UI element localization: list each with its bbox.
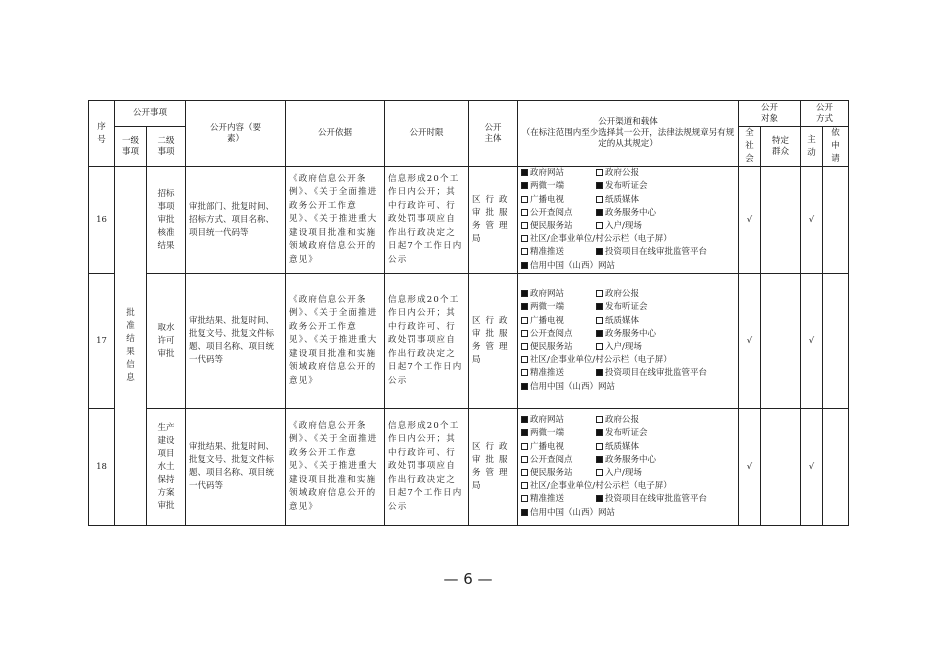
channel-label: 政务服务中心 — [605, 207, 657, 218]
unchecked-box-icon — [521, 443, 528, 450]
unchecked-box-icon — [596, 469, 603, 476]
channel-item — [521, 288, 596, 301]
header-method-active: 主动 — [801, 127, 823, 167]
level2: 招标事项审批核准结果 — [147, 167, 186, 274]
unchecked-box-icon — [521, 456, 528, 463]
channel-item — [521, 367, 596, 380]
unchecked-box-icon — [521, 196, 528, 203]
channel-line — [521, 381, 735, 394]
checked-box-icon — [596, 495, 603, 502]
table-row — [89, 409, 849, 526]
channel-label: 公开查阅点 — [530, 454, 573, 465]
checked-box-icon — [596, 456, 603, 463]
channel-item — [521, 167, 596, 180]
unchecked-box-icon — [521, 330, 528, 337]
channel-item — [521, 507, 615, 520]
channel-item — [596, 220, 642, 233]
channel-line — [521, 354, 735, 367]
channel-line — [521, 246, 735, 259]
checked-box-icon — [521, 182, 528, 189]
disclosure-table — [88, 100, 849, 526]
checked-box-icon — [521, 169, 528, 176]
checked-box-icon — [521, 303, 528, 310]
checked-box-icon — [596, 369, 603, 376]
channel-label: 发布听证会 — [605, 302, 648, 313]
header-seq: 序号 — [89, 101, 115, 167]
header-target-all: 全社会 — [739, 127, 761, 167]
header-subject: 公开主体 — [469, 101, 518, 167]
checked-box-icon — [596, 303, 603, 310]
target-all: √ — [739, 409, 761, 526]
channel-label: 广播电视 — [530, 441, 565, 452]
channel-label: 便民服务站 — [530, 342, 573, 352]
level2: 生产建设项目水土保持方案审批 — [147, 409, 186, 526]
header-method-request: 依申请 — [823, 127, 849, 167]
checked-box-icon — [596, 209, 603, 216]
channel-item — [521, 260, 615, 273]
channel-item — [596, 427, 648, 440]
checked-box-icon — [596, 330, 603, 337]
header-target-specific: 特定群众 — [761, 127, 801, 167]
channel-line — [521, 480, 735, 493]
deadline: 信息形成20个工作日内公开；其中行政许可、行政处罚事项应自作出行政决定之日起7个工作日内公示 — [385, 409, 469, 526]
channel-label: 政务服务中心 — [605, 454, 657, 465]
channel-item — [596, 246, 707, 259]
channel-item — [521, 194, 596, 207]
channel-item — [596, 341, 642, 354]
channel-line — [521, 180, 735, 193]
deadline: 信息形成20个工作日内公开；其中行政许可、行政处罚事项应自作出行政决定之日起7个工作日内公示 — [385, 274, 469, 409]
method-active: √ — [801, 409, 823, 526]
content: 审批部门、批复时间、招标方式、项目名称、项目统一代码等 — [186, 167, 286, 274]
channel-item — [596, 194, 639, 207]
basis: 《政府信息公开条例》、《关于全面推进政务公开工作意见》、《关于推进重大建设项目批准和实施领域政府信息公开的意见》 — [286, 274, 385, 409]
unchecked-box-icon — [521, 248, 528, 255]
channel-item — [521, 480, 672, 493]
channel-label: 纸质媒体 — [605, 194, 640, 205]
channel-label: 两微一端 — [530, 428, 565, 439]
channel-line — [521, 427, 735, 440]
channel-line — [521, 493, 735, 506]
channel-item — [521, 427, 596, 440]
channel-line — [521, 301, 735, 314]
method-active: √ — [801, 167, 823, 274]
channel-item — [521, 220, 596, 233]
unchecked-box-icon — [521, 369, 528, 376]
channel-label: 精准推送 — [530, 368, 565, 379]
channel-label: 投资项目在线审批监管平台 — [605, 368, 708, 379]
checked-box-icon — [596, 182, 603, 189]
channel-item — [521, 354, 672, 367]
channel-item — [521, 341, 596, 354]
channel-label: 入户/现场 — [605, 221, 642, 231]
channel-line — [521, 454, 735, 467]
channel-item — [521, 441, 596, 454]
target-specific — [761, 409, 801, 526]
target-all: √ — [739, 274, 761, 409]
channel-label: 公开查阅点 — [530, 207, 573, 218]
channel-label: 两微一端 — [530, 302, 565, 313]
header-basis: 公开依据 — [286, 101, 385, 167]
channel-label: 发布听证会 — [605, 428, 648, 439]
header-channels: 公开渠道和载体 （在标注范围内至少选择其一公开，法律法规规章另有规定的从其规定） — [518, 101, 739, 167]
channel-label: 广播电视 — [530, 194, 565, 205]
channel-label: 精准推送 — [530, 494, 565, 505]
seq: 17 — [89, 274, 115, 409]
channel-item — [596, 367, 707, 380]
deadline: 信息形成20个工作日内公开；其中行政许可、行政处罚事项应自作出行政决定之日起7个工作日内公示 — [385, 167, 469, 274]
channel-label: 信用中国（山西）网站 — [530, 381, 616, 392]
channel-item — [521, 246, 596, 259]
table-row — [89, 274, 849, 409]
channel-label: 社区/企事业单位/村公示栏（电子屏） — [530, 234, 672, 245]
method-active: √ — [801, 274, 823, 409]
method-request — [823, 409, 849, 526]
channel-item — [596, 315, 639, 328]
channel-label: 入户/现场 — [605, 468, 642, 478]
header-level2: 二级事项 — [147, 127, 186, 167]
basis: 《政府信息公开条例》、《关于全面推进政务公开工作意见》、《关于推进重大建设项目批准和实施领域政府信息公开的意见》 — [286, 167, 385, 274]
checked-box-icon — [521, 262, 528, 269]
target-all: √ — [739, 167, 761, 274]
channel-label: 社区/企事业单位/村公示栏（电子屏） — [530, 481, 672, 492]
channel-item — [521, 301, 596, 314]
level2: 取水许可审批 — [147, 274, 186, 409]
channel-line — [521, 260, 735, 273]
channel-label: 政府公报 — [605, 289, 640, 300]
channel-label: 信用中国（山西）网站 — [530, 507, 616, 518]
header-level1: 一级事项 — [115, 127, 147, 167]
channel-label: 政府公报 — [605, 168, 640, 179]
channel-label: 信用中国（山西）网站 — [530, 260, 616, 271]
header-target: 公开对象 — [739, 101, 801, 127]
channel-line — [521, 341, 735, 354]
method-request — [823, 274, 849, 409]
unchecked-box-icon — [596, 196, 603, 203]
channel-line — [521, 507, 735, 520]
channel-line — [521, 288, 735, 301]
channel-item — [596, 493, 707, 506]
checked-box-icon — [596, 429, 603, 436]
unchecked-box-icon — [521, 482, 528, 489]
channel-item — [521, 454, 596, 467]
checked-box-icon — [521, 290, 528, 297]
channel-label: 便民服务站 — [530, 468, 573, 478]
channel-line — [521, 328, 735, 341]
checked-box-icon — [521, 383, 528, 390]
table-row — [89, 167, 849, 274]
channels — [518, 409, 739, 526]
channel-line — [521, 367, 735, 380]
header-deadline: 公开时限 — [385, 101, 469, 167]
channel-label: 两微一端 — [530, 181, 565, 192]
channel-item — [521, 381, 615, 394]
unchecked-box-icon — [521, 343, 528, 350]
channel-label: 政府网站 — [530, 289, 565, 300]
subject: 区行政审批服务管理局 — [469, 167, 518, 274]
method-request — [823, 167, 849, 274]
checked-box-icon — [521, 509, 528, 516]
checked-box-icon — [521, 429, 528, 436]
channel-item — [521, 328, 596, 341]
target-specific — [761, 274, 801, 409]
unchecked-box-icon — [521, 235, 528, 242]
unchecked-box-icon — [521, 222, 528, 229]
channels — [518, 167, 739, 274]
channel-label: 便民服务站 — [530, 221, 573, 231]
channels — [518, 274, 739, 409]
header-item: 公开事项 — [115, 101, 186, 127]
channel-item — [596, 167, 639, 180]
unchecked-box-icon — [596, 222, 603, 229]
channel-item — [521, 493, 596, 506]
channel-label: 精准推送 — [530, 247, 565, 258]
channel-line — [521, 315, 735, 328]
checked-box-icon — [521, 416, 528, 423]
channel-line — [521, 441, 735, 454]
channel-label: 纸质媒体 — [605, 441, 640, 452]
channel-label: 政府网站 — [530, 415, 565, 426]
channel-item — [596, 441, 639, 454]
channel-item — [596, 301, 648, 314]
unchecked-box-icon — [596, 416, 603, 423]
channel-label: 公开查阅点 — [530, 328, 573, 339]
channel-label: 投资项目在线审批监管平台 — [605, 494, 708, 505]
channel-item — [521, 233, 672, 246]
unchecked-box-icon — [596, 317, 603, 324]
channel-label: 入户/现场 — [605, 342, 642, 352]
subject: 区行政审批服务管理局 — [469, 274, 518, 409]
channel-line — [521, 467, 735, 480]
content: 审批结果、批复时间、批复文号、批复文件标题、项目名称、项目统一代码等 — [186, 274, 286, 409]
content: 审批结果、批复时间、批复文号、批复文件标题、项目名称、项目统一代码等 — [186, 409, 286, 526]
channel-label: 投资项目在线审批监管平台 — [605, 247, 708, 258]
channel-item — [521, 207, 596, 220]
unchecked-box-icon — [521, 317, 528, 324]
channel-item — [521, 467, 596, 480]
channel-item — [596, 288, 639, 301]
channel-item — [521, 315, 596, 328]
seq: 16 — [89, 167, 115, 274]
channel-label: 政府公报 — [605, 415, 640, 426]
seq: 18 — [89, 409, 115, 526]
header-method: 公开方式 — [801, 101, 849, 127]
channel-label: 政府网站 — [530, 168, 565, 179]
channel-item — [596, 454, 656, 467]
channel-item — [521, 180, 596, 193]
unchecked-box-icon — [596, 443, 603, 450]
unchecked-box-icon — [521, 356, 528, 363]
channel-item — [596, 180, 648, 193]
channel-line — [521, 194, 735, 207]
checked-box-icon — [596, 248, 603, 255]
channel-label: 政务服务中心 — [605, 328, 657, 339]
unchecked-box-icon — [521, 209, 528, 216]
page-number: — 6 — — [443, 570, 493, 588]
channel-label: 广播电视 — [530, 315, 565, 326]
subject: 区行政审批服务管理局 — [469, 409, 518, 526]
channel-item — [521, 414, 596, 427]
channel-line — [521, 414, 735, 427]
unchecked-box-icon — [596, 290, 603, 297]
header-content: 公开内容（要素） — [186, 101, 286, 167]
channel-line — [521, 220, 735, 233]
unchecked-box-icon — [596, 343, 603, 350]
channel-item — [596, 207, 656, 220]
channel-item — [596, 328, 656, 341]
channel-item — [596, 414, 639, 427]
basis: 《政府信息公开条例》、《关于全面推进政务公开工作意见》、《关于推进重大建设项目批准和实施领域政府信息公开的意见》 — [286, 409, 385, 526]
channel-label: 发布听证会 — [605, 181, 648, 192]
channel-line — [521, 167, 735, 180]
unchecked-box-icon — [521, 469, 528, 476]
channel-line — [521, 207, 735, 220]
unchecked-box-icon — [521, 495, 528, 502]
channel-line — [521, 233, 735, 246]
level1-group: 批准结果信息 — [115, 167, 147, 526]
channel-label: 纸质媒体 — [605, 315, 640, 326]
channel-label: 社区/企事业单位/村公示栏（电子屏） — [530, 355, 672, 366]
target-specific — [761, 167, 801, 274]
unchecked-box-icon — [596, 169, 603, 176]
channel-item — [596, 467, 642, 480]
